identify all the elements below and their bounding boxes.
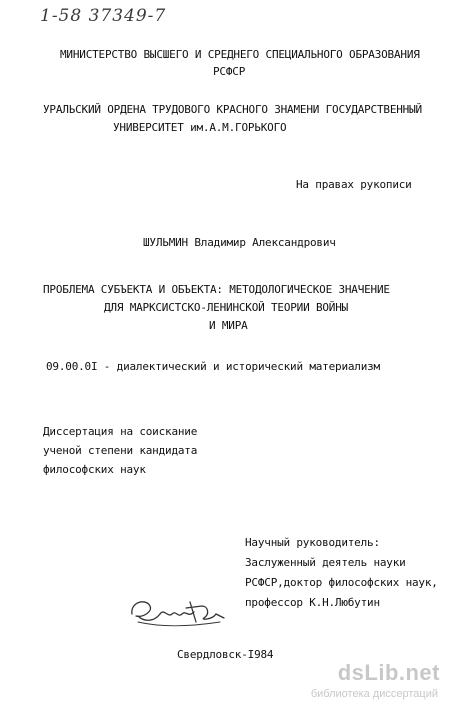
archive-mark: 1-58 37349-7: [40, 6, 167, 26]
rights-note: На правах рукописи: [296, 178, 412, 191]
thesis-title-line-3: И МИРА: [209, 319, 248, 332]
city-year: Свердловск-I984: [177, 648, 274, 661]
thesis-title-line-2: ДЛЯ МАРКСИСТСКО-ЛЕНИНСКОЙ ТЕОРИИ ВОЙНЫ: [104, 301, 349, 314]
watermark-brand: dsLib.net: [337, 660, 440, 685]
ministry-line-1: МИНИСТЕРСТВО ВЫСШЕГО И СРЕДНЕГО СПЕЦИАЛЬНОГО ОБРАЗОВАНИЯ: [60, 48, 420, 61]
watermark-caption: библиотека диссертаций: [310, 688, 438, 700]
thesis-title-line-1: ПРОБЛЕМА СУБЪЕКТА И ОБЪЕКТА: МЕТОДОЛОГИЧЕСКОЕ ЗНАЧЕНИЕ: [43, 283, 390, 296]
degree-line-1: Диссертация на соискание: [43, 425, 198, 438]
supervisor-line-4: профессор К.Н.Любутин: [245, 596, 380, 609]
ministry-line-2: РСФСР: [213, 65, 246, 78]
university-line-2: УНИВЕРСИТЕТ им.А.М.ГОРЬКОГО: [113, 121, 287, 134]
handwritten-signature: [124, 592, 234, 637]
university-line-1: УРАЛЬСКИЙ ОРДЕНА ТРУДОВОГО КРАСНОГО ЗНАМЕНИ ГОСУДАРСТВЕННЫЙ: [43, 103, 422, 116]
degree-line-3: философских наук: [43, 463, 146, 476]
supervisor-line-2: Заслуженный деятель науки: [245, 556, 406, 569]
degree-line-2: ученой степени кандидата: [43, 444, 198, 457]
author-name: ШУЛЬМИН Владимир Александрович: [143, 236, 336, 249]
supervisor-line-1: Научный руководитель:: [245, 536, 380, 549]
specialty-code: 09.00.0I - диалектический и исторический материализм: [46, 360, 380, 373]
supervisor-line-3: РСФСР,доктор философских наук,: [245, 576, 438, 589]
